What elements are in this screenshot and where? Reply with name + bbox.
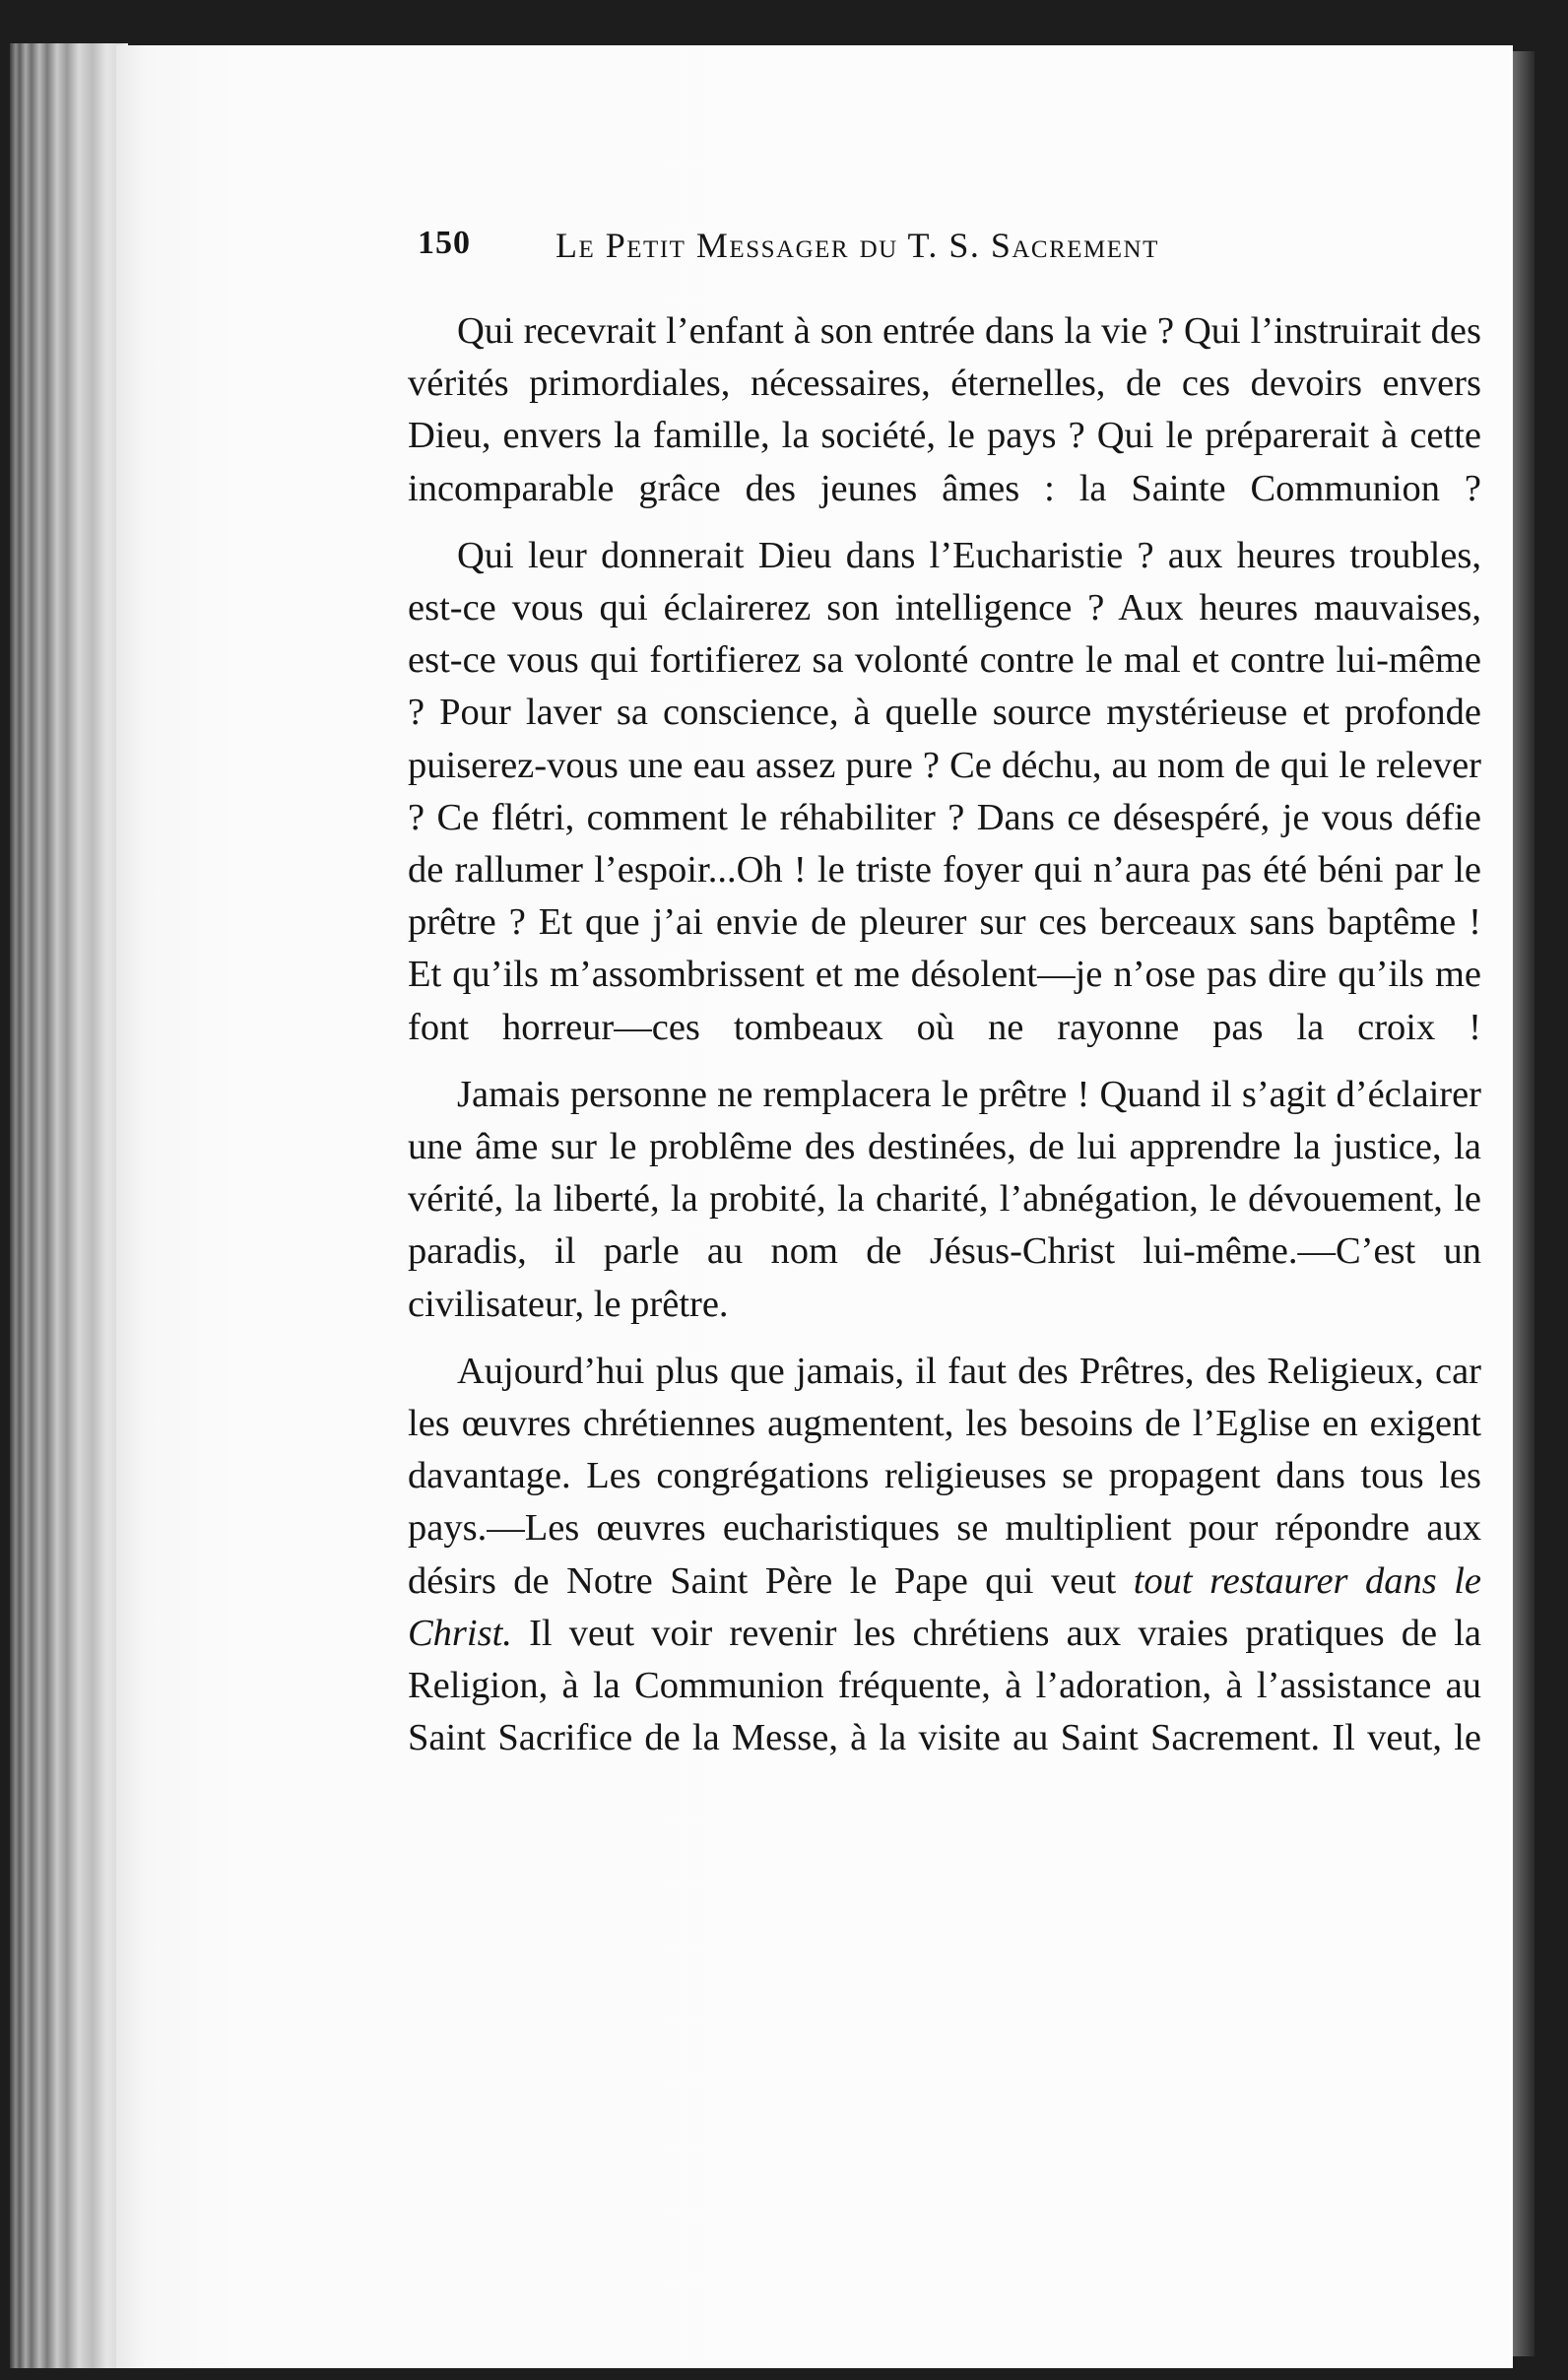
paragraph-4-italic-quote: tout restaurer dans le Christ. (408, 1559, 1481, 1654)
paragraph-4-text-start: Aujourd’hui plus que jamais, il faut des Prêtres, des Religieux, car les œuvres chrétiennes augmentent, les besoins de l’Eglise en exigent davantage. Les congrégations religieuses se propagent dans tous les pays.—Les œuvres eucharistiques se multiplient pour répondre aux désirs de Notre Saint Père le Pape qui veut (408, 1350, 1481, 1602)
paragraph-1: Qui recevrait l’enfant à son entrée dans la vie ? Qui l’instruirait des vérités primordiales, nécessaires, éternelles, de ces devoirs envers Dieu, envers la famille, la société, le pays ? Qui le préparerait à cette incomparable grâce des jeunes âmes : la Sainte Communion ? (408, 310, 1481, 509)
page-edges (10, 43, 128, 2368)
body-text (408, 305, 1481, 1779)
page-right-edge (1513, 51, 1535, 2356)
paragraph-4-text-end: Il veut voir revenir les chrétiens aux vraies pratiques de la Religion, à la Communion fréquente, à l’adoration, à l’assistance au Saint Sacrifice de la Messe, à la visite au Saint Sacrement. Il veut, le (408, 1612, 1481, 1759)
paragraph-3: Jamais personne ne remplacera le prêtre ! Quand il s’agit d’éclairer une âme sur le problême des destinées, de lui apprendre la justice, la vérité, la liberté, la probité, la charité, l’abnégation, le dévouement, le paradis, il parle au nom de Jésus-Christ lui-même.—C’est un civilisateur, le prêtre. (408, 1073, 1481, 1325)
paragraph-2: Qui leur donnerait Dieu dans l’Eucharistie ? aux heures troubles, est-ce vous qui éclairerez son intelligence ? Aux heures mauvaises, est-ce vous qui fortifierez sa volonté contre le mal et contre lui-même ? Pour laver sa conscience, à quelle source mystérieuse et profonde puiserez-vous une eau assez pure ? Ce déchu, au nom de qui le relever ? Ce flétri, comment le réhabiliter ? Dans ce désespéré, je vous défie de rallumer l’espoir...Oh ! le triste foyer qui n’aura pas été béni par le prêtre ? Et que j’ai envie de pleurer sur ces berceaux sans baptême ! Et qu’ils m’assombrissent et me désolent—je n’ose pas dire qu’ils me font horreur—ces tombeaux où ne rayonne pas la croix ! (408, 534, 1481, 1048)
page-number: 150 (418, 225, 471, 261)
running-head (418, 225, 1403, 274)
paragraph-4 (408, 1346, 1481, 1765)
running-title: Le Petit Messager du T. S. Sacrement (555, 226, 1159, 265)
